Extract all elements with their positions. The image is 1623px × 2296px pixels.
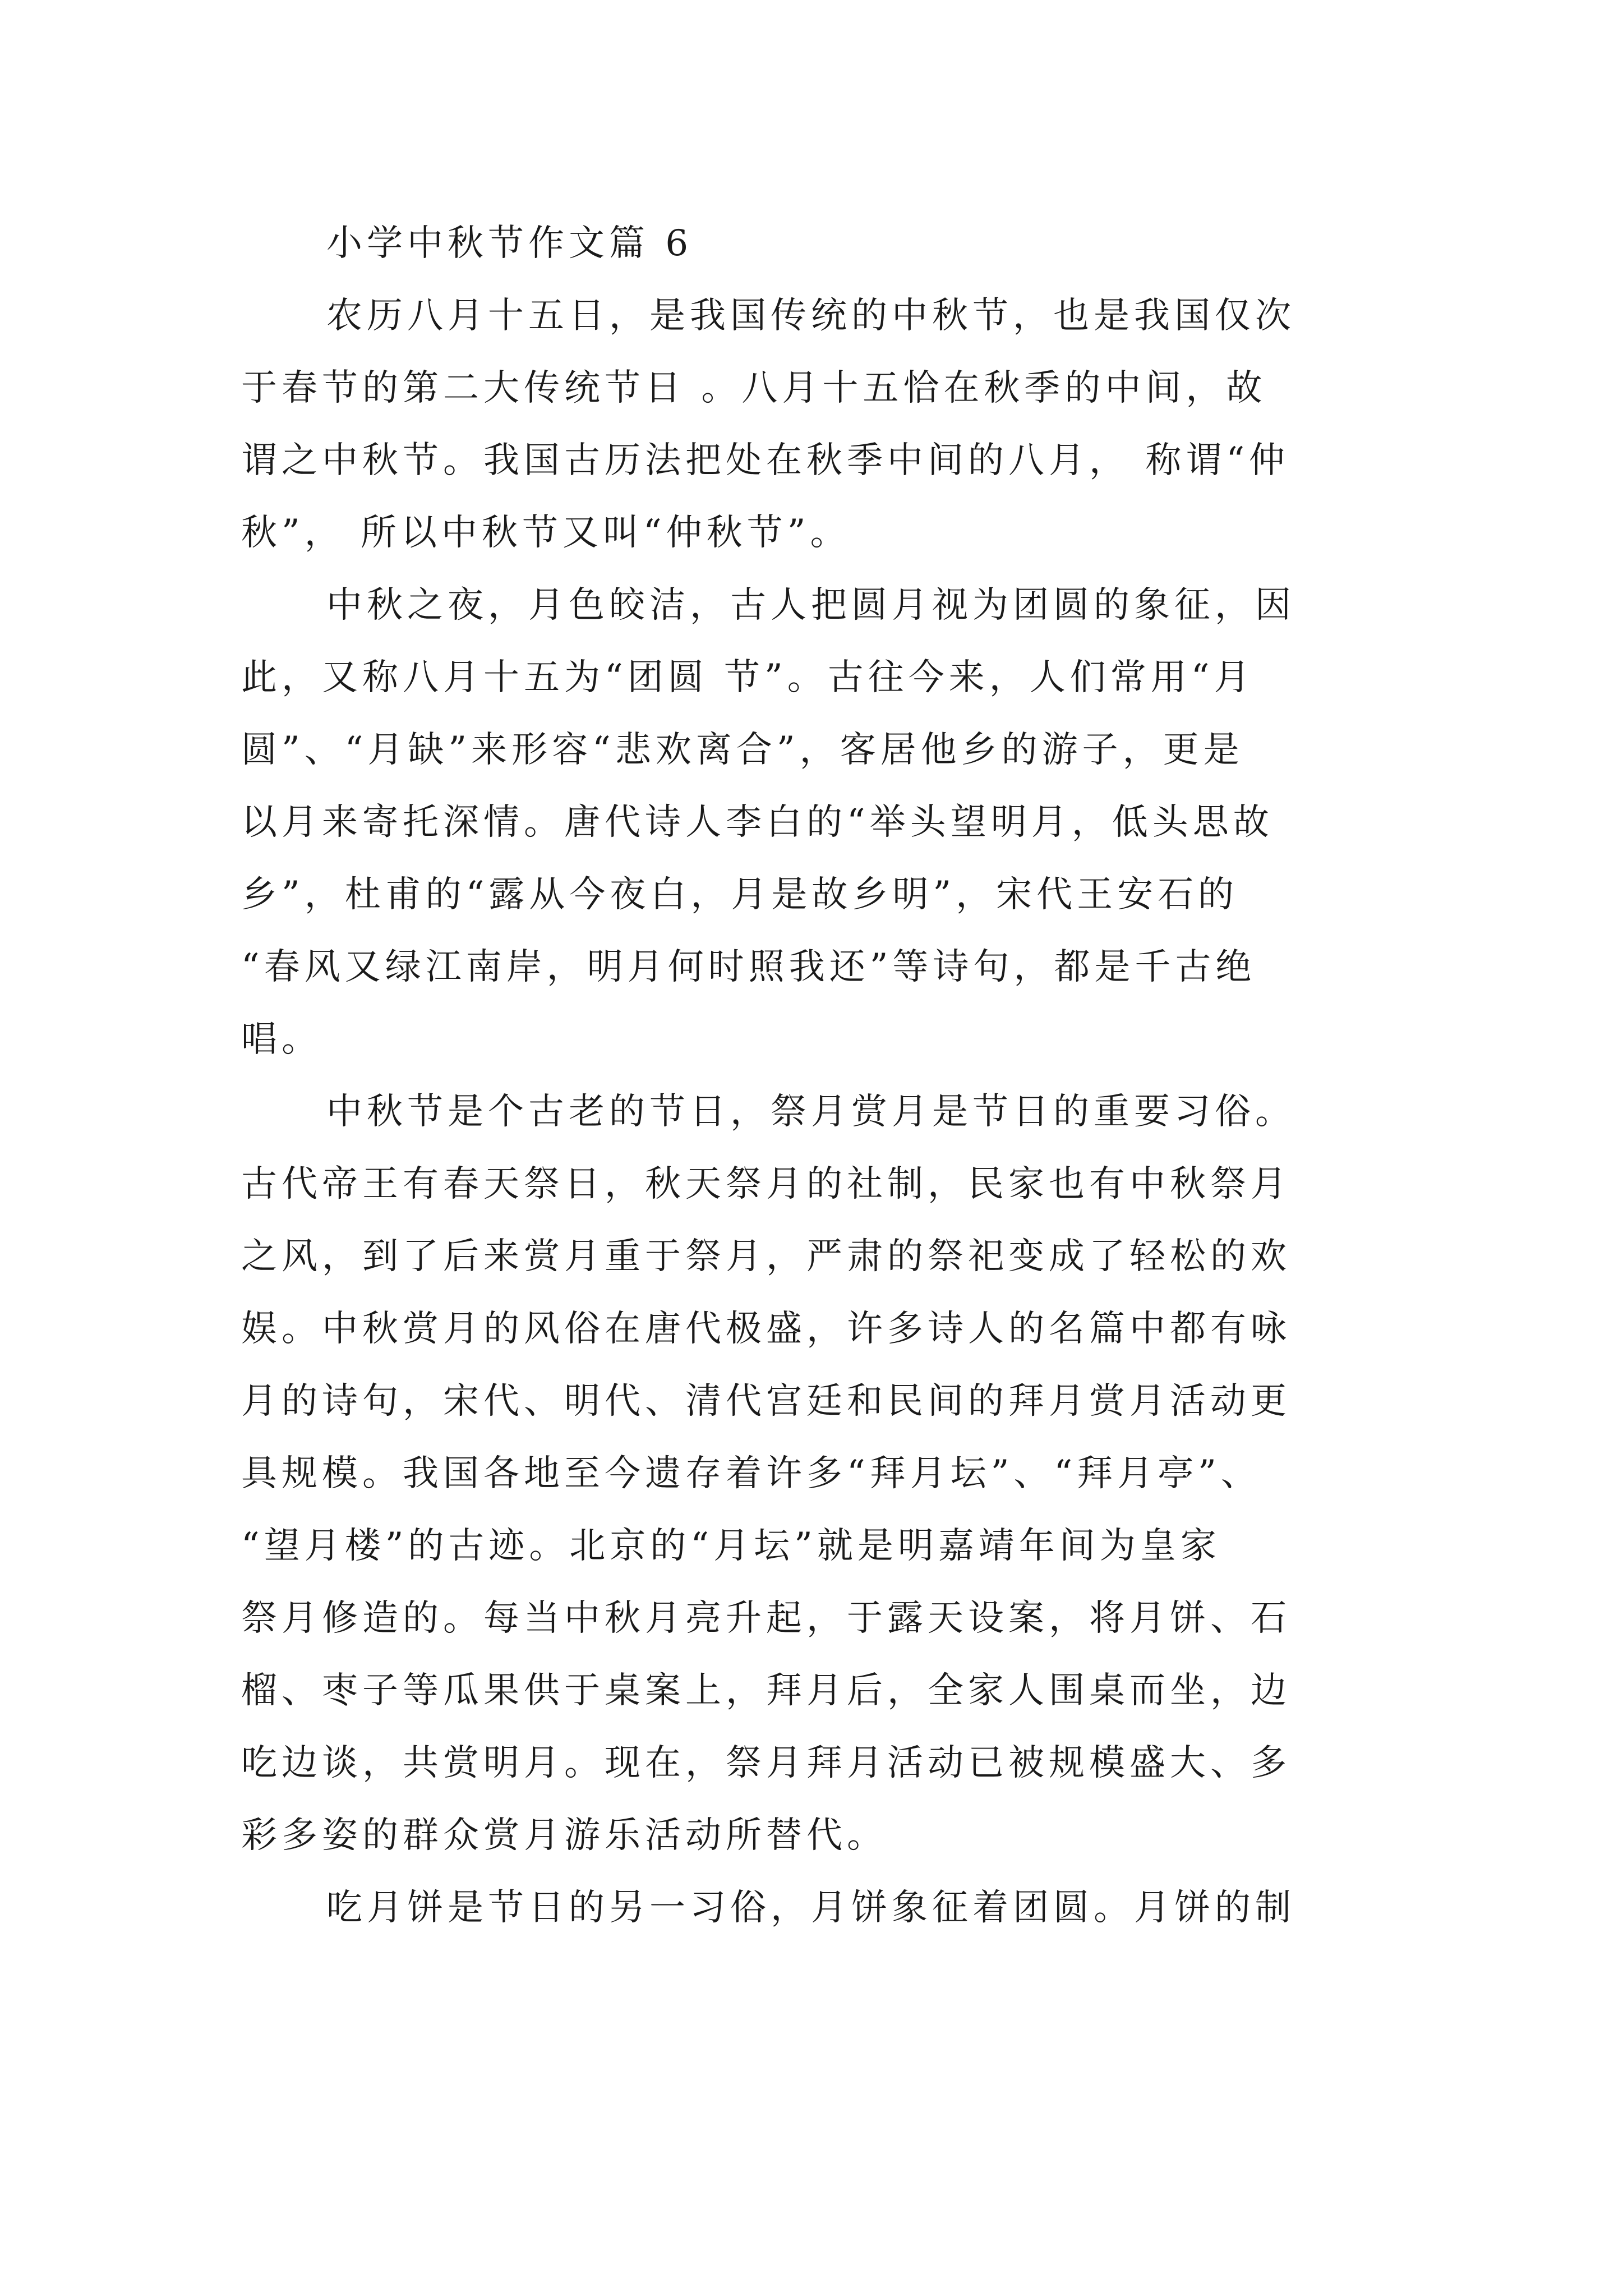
paragraph-3-line-3: 之风，到了后来赏月重于祭月，严肃的祭祀变成了轻松的欢 <box>241 1236 1291 1277</box>
paragraph-2-line-4: 以月来寄托深情。唐代诗人李白的“举头望明月，低头思故 <box>241 802 1274 843</box>
paragraph-3-line-7: “望月楼”的古迹。北京的“月坛”就是明嘉靖年间为皇家 <box>241 1525 1221 1567</box>
paragraph-1-line-1: 农历八月十五日，是我国传统的中秋节，也是我国仅次 <box>326 295 1295 337</box>
paragraph-2-line-1: 中秋之夜，月色皎洁，古人把圆月视为团圆的象征，因 <box>326 585 1295 626</box>
paragraph-3-line-2: 古代帝王有春天祭日，秋天祭月的社制，民家也有中秋祭月 <box>241 1163 1291 1205</box>
paragraph-3-line-11: 彩多姿的群众赏月游乐活动所替代。 <box>241 1815 887 1856</box>
paragraph-1-line-2: 于春节的第二大传统节日 。八月十五恰在秋季的中间，故 <box>241 367 1267 409</box>
paragraph-2-line-3: 圆”、“月缺”来形容“悲欢离合”，客居他乡的游子，更是 <box>241 729 1244 771</box>
paragraph-3-line-5: 月的诗句，宋代、明代、清代宫廷和民间的拜月赏月活动更 <box>241 1381 1291 1422</box>
paragraph-3-line-4: 娱。中秋赏月的风俗在唐代极盛，许多诗人的名篇中都有咏 <box>241 1308 1291 1350</box>
paragraph-1-line-4: 秋”， 所以中秋节又叫“仲秋节”。 <box>241 512 851 554</box>
paragraph-4-line-1: 吃月饼是节日的另一习俗，月饼象征着团圆。月饼的制 <box>326 1887 1295 1929</box>
paragraph-2-line-6: “春风又绿江南岸，明月何时照我还”等诗句，都是千古绝 <box>241 946 1256 988</box>
paragraph-3-line-1: 中秋节是个古老的节日，祭月赏月是节日的重要习俗。 <box>326 1091 1295 1133</box>
paragraph-1-line-3: 谓之中秋节。我国古历法把处在秋季中间的八月， 称谓“仲 <box>241 440 1290 481</box>
paragraph-2-line-5: 乡”，杜甫的“露从今夜白，月是故乡明”，宋代王安石的 <box>241 874 1239 915</box>
paragraph-3-line-10: 吃边谈，共赏明月。现在，祭月拜月活动已被规模盛大、多 <box>241 1742 1291 1784</box>
paragraph-3-line-6: 具规模。我国各地至今遗存着许多“拜月坛”、“拜月亭”、 <box>241 1453 1261 1494</box>
essay-heading: 小学中秋节作文篇 6 <box>326 223 693 264</box>
paragraph-3-line-8: 祭月修造的。每当中秋月亮升起，于露天设案，将月饼、石 <box>241 1598 1291 1639</box>
essay-body <box>241 208 1385 1944</box>
paragraph-3-line-9: 榴、枣子等瓜果供于桌案上，拜月后，全家人围桌而坐，边 <box>241 1670 1291 1711</box>
paragraph-2-line-7: 唱。 <box>241 1019 322 1060</box>
paragraph-2-line-2: 此，又称八月十五为“团圆 节”。古往今来，人们常用“月 <box>241 657 1255 698</box>
